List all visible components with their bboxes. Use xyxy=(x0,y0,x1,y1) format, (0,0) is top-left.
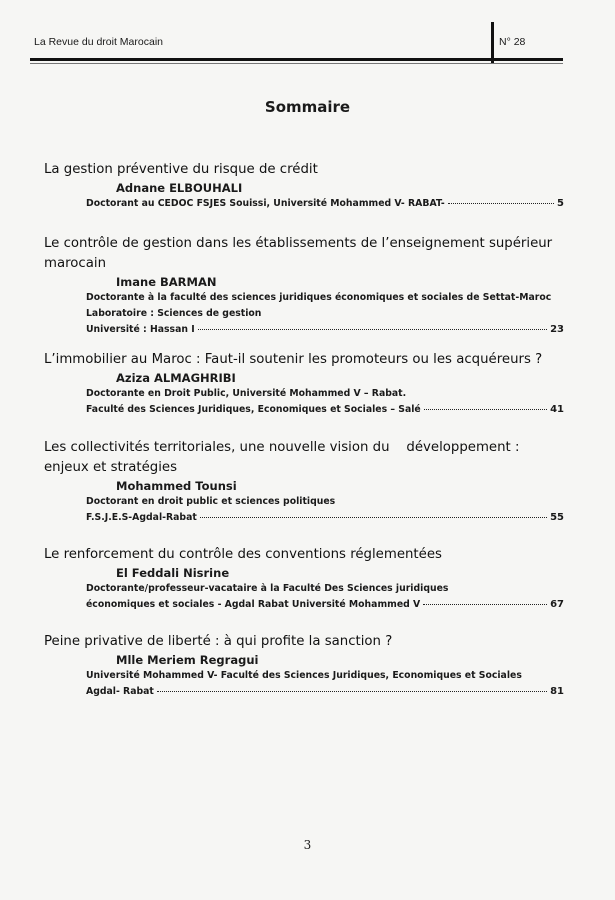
toc-entry xyxy=(44,234,564,338)
issue-number: N° 28 xyxy=(499,36,526,48)
entry-title: Peine privative de liberté : à qui profite la sanction ? xyxy=(44,634,393,649)
leader-dots xyxy=(423,604,547,605)
entry-title: Le renforcement du contrôle des conventions réglementées xyxy=(44,547,442,562)
leader-dots xyxy=(198,329,547,330)
entry-title: Les collectivités territoriales, une nouvelle vision du développement : xyxy=(44,440,520,455)
entry-title-cont: enjeux et stratégies xyxy=(44,460,178,475)
header-rule-thin xyxy=(30,63,563,64)
entry-affiliation: Doctorant au CEDOC FSJES Souissi, Université Mohammed V- RABAT- xyxy=(86,198,445,209)
entry-affiliation: économiques et sociales - Agdal Rabat Université Mohammed V xyxy=(86,599,421,610)
toc-entry xyxy=(44,350,564,418)
entry-affiliation: Agdal- Rabat xyxy=(86,686,154,697)
entry-affiliation: Université : Hassan I xyxy=(86,324,195,335)
entry-affiliation: Doctorant en droit public et sciences politiques xyxy=(86,496,336,507)
entry-affiliation: Doctorante/professeur-vacataire à la Faculté Des Sciences juridiques xyxy=(86,583,449,594)
entry-title: La gestion préventive du risque de crédit xyxy=(44,162,318,177)
entry-affiliation: Laboratoire : Sciences de gestion xyxy=(86,308,262,319)
entry-title: L’immobilier au Maroc : Faut-il soutenir les promoteurs ou les acquéreurs ? xyxy=(44,352,543,367)
entry-author: Mohammed Tounsi xyxy=(116,479,237,493)
entry-page: 41 xyxy=(550,404,564,415)
page-number: 3 xyxy=(303,838,312,852)
entry-author: El Feddali Nisrine xyxy=(116,566,230,580)
leader-dots xyxy=(448,203,554,204)
toc-entry xyxy=(44,632,564,700)
entry-affiliation: Université Mohammed V- Faculté des Sciences Juridiques, Economiques et Sociales xyxy=(86,670,522,681)
toc-entry xyxy=(44,160,564,212)
entry-page: 23 xyxy=(550,324,564,335)
entry-line xyxy=(86,684,564,700)
entry-line xyxy=(86,322,564,338)
entry-affiliation: Doctorante à la faculté des sciences juridiques économiques et sociales de Settat-Maroc xyxy=(86,292,552,303)
entry-page: 55 xyxy=(550,512,564,523)
leader-dots xyxy=(200,517,547,518)
leader-dots xyxy=(424,409,547,410)
entry-affiliation: Faculté des Sciences Juridiques, Economiques et Sociales – Salé xyxy=(86,404,421,415)
header-rule xyxy=(30,58,563,61)
entry-line xyxy=(86,196,564,212)
entry-author: Imane BARMAN xyxy=(116,275,217,289)
entry-author: Aziza ALMAGHRIBI xyxy=(116,371,236,385)
entry-title: Le contrôle de gestion dans les établissements de l’enseignement supérieur xyxy=(44,236,553,251)
leader-dots xyxy=(157,691,547,692)
entry-author: Mlle Meriem Regragui xyxy=(116,653,259,667)
entry-page: 67 xyxy=(550,599,564,610)
entry-affiliation: F.S.J.E.S-Agdal-Rabat xyxy=(86,512,197,523)
toc-entry xyxy=(44,438,564,526)
entry-page: 81 xyxy=(550,686,564,697)
entry-page: 5 xyxy=(557,198,564,209)
page-title: Sommaire xyxy=(264,98,351,116)
entry-line xyxy=(86,597,564,613)
journal-name: La Revue du droit Marocain xyxy=(34,36,163,48)
entry-line xyxy=(86,402,564,418)
entry-affiliation: Doctorante en Droit Public, Université Mohammed V – Rabat. xyxy=(86,388,407,399)
entry-line xyxy=(86,510,564,526)
entry-title-cont: marocain xyxy=(44,256,106,271)
entry-author: Adnane ELBOUHALI xyxy=(116,181,243,195)
toc-entry xyxy=(44,545,564,613)
